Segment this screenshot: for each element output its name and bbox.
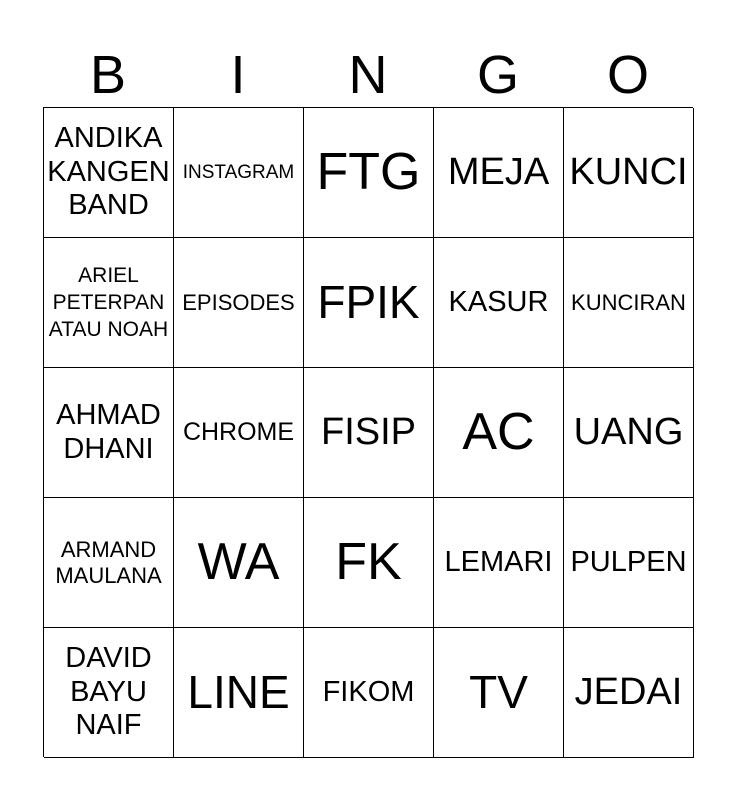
cell-label: CHROME: [182, 418, 295, 447]
bingo-cell[interactable]: [304, 498, 434, 628]
bingo-card: [43, 107, 693, 757]
cell-label: FIKOM: [322, 675, 415, 708]
cell-label: LEMARI: [444, 545, 553, 578]
header-letter-b: B: [89, 45, 127, 105]
cell-label: UANG: [573, 410, 684, 453]
cell-label: ARMAND MAULANA: [55, 537, 162, 588]
bingo-cell[interactable]: [434, 498, 564, 628]
cell-label: JEDAI: [574, 670, 683, 713]
cell-label: INSTAGRAM: [182, 161, 295, 183]
bingo-cell[interactable]: [564, 108, 694, 238]
bingo-cell[interactable]: [304, 108, 434, 238]
cell-label: AHMAD DHANI: [56, 399, 161, 465]
bingo-cell[interactable]: [304, 238, 434, 368]
cell-label: KUNCI: [569, 150, 688, 193]
header-letter-n: N: [348, 45, 388, 105]
bingo-cell[interactable]: [174, 498, 304, 628]
bingo-cell[interactable]: [174, 238, 304, 368]
cell-label: ANDIKA KANGEN BAND: [47, 122, 170, 222]
bingo-cell[interactable]: [434, 108, 564, 238]
cell-label: KUNCIRAN: [571, 289, 686, 315]
bingo-cell[interactable]: [44, 238, 174, 368]
bingo-cell[interactable]: [174, 628, 304, 758]
bingo-cell[interactable]: [564, 628, 694, 758]
bingo-cell[interactable]: [174, 108, 304, 238]
bingo-cell[interactable]: [174, 368, 304, 498]
bingo-cell[interactable]: [44, 108, 174, 238]
bingo-cell[interactable]: [304, 628, 434, 758]
cell-label: TV: [469, 666, 528, 719]
bingo-cell[interactable]: [434, 238, 564, 368]
cell-label: LINE: [187, 666, 290, 719]
bingo-cell[interactable]: [434, 368, 564, 498]
cell-label: FPIK: [317, 276, 420, 329]
cell-label: PULPEN: [570, 545, 687, 578]
cell-label: ARIEL PETERPAN ATAU NOAH: [48, 263, 169, 342]
cell-label: DAVID BAYU NAIF: [65, 642, 152, 742]
cell-label: FTG: [316, 142, 421, 201]
cell-label: AC: [462, 402, 535, 461]
bingo-cell[interactable]: [44, 628, 174, 758]
bingo-cell[interactable]: [564, 238, 694, 368]
cell-label: KASUR: [448, 285, 549, 318]
bingo-cell[interactable]: [434, 628, 564, 758]
bingo-cell[interactable]: [564, 498, 694, 628]
header-letter-o: O: [606, 45, 649, 105]
bingo-cell[interactable]: [304, 368, 434, 498]
header-letter-g: G: [476, 45, 519, 105]
cell-label: MEJA: [447, 150, 550, 193]
cell-label: EPISODES: [182, 289, 295, 315]
bingo-cell[interactable]: [44, 368, 174, 498]
bingo-cell[interactable]: [564, 368, 694, 498]
bingo-header: [43, 44, 693, 106]
cell-label: FISIP: [320, 410, 417, 453]
cell-label: WA: [197, 532, 280, 591]
cell-label: FK: [335, 532, 402, 591]
header-letter-i: I: [230, 45, 246, 105]
bingo-cell[interactable]: [44, 498, 174, 628]
